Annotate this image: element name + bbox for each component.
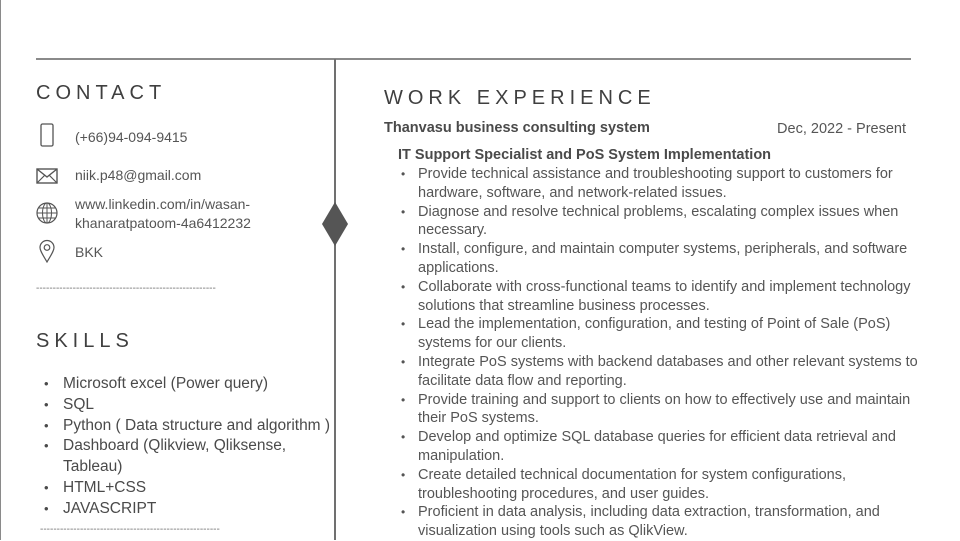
job-dates: Dec, 2022 - Present <box>777 121 906 137</box>
page-edge <box>0 0 1 540</box>
email-link[interactable]: niik.p48@gmail.com <box>75 167 202 183</box>
skill-item: • Python ( Data structure and algorithm ) <box>44 416 344 437</box>
contact-heading: CONTACT <box>36 82 167 104</box>
globe-icon <box>36 202 58 224</box>
duty-item: • Install, configure, and maintain computer systems, peripherals, and software applications. <box>400 240 920 278</box>
mail-icon <box>36 165 58 187</box>
contact-separator: ------------------------------------------------------ <box>36 283 216 294</box>
skill-item: • SQL <box>44 395 344 416</box>
phone-number: (+66)94-094-9415 <box>75 129 188 145</box>
location-pin-icon <box>36 240 58 262</box>
skills-list <box>44 374 344 520</box>
duty-item: • Collaborate with cross-functional teams to identify and implement technology solutions that streamline business processes. <box>400 278 920 316</box>
contact-linkedin <box>36 196 251 231</box>
contact-location <box>36 240 104 262</box>
contact-email <box>36 165 202 187</box>
duty-item: • Integrate PoS systems with backend databases and other relevant systems to facilitate data flow and reporting. <box>400 353 920 391</box>
job-duties-list <box>400 165 920 541</box>
linkedin-link[interactable] <box>75 195 251 233</box>
duty-item: • Provide technical assistance and troubleshooting support to customers for hardware, software, and network-related issues. <box>400 165 920 203</box>
contact-phone <box>36 124 188 146</box>
diamond-ornament-icon <box>322 202 348 246</box>
duty-item: • Lead the implementation, configuration, and testing of Point of Sale (PoS) systems for our clients. <box>400 315 920 353</box>
skills-heading: SKILLS <box>36 330 134 352</box>
duty-item: • Proficient in data analysis, including data extraction, transformation, and visualization using tools such as QlikView. <box>400 503 920 541</box>
skills-separator: ------------------------------------------------------ <box>40 524 220 535</box>
duty-item: • Provide training and support to clients on how to effectively use and maintain their PoS systems. <box>400 391 920 429</box>
phone-icon <box>36 124 58 146</box>
company-name: Thanvasu business consulting system <box>384 120 650 136</box>
skill-item: • Dashboard (Qlikview, Qliksense, Tableau) <box>44 436 313 478</box>
skill-item: • JAVASCRIPT <box>44 499 344 520</box>
duty-item: • Develop and optimize SQL database queries for efficient data retrieval and manipulation. <box>400 428 920 466</box>
linkedin-line-2: khanaratpatoom-4a6412232 <box>75 215 251 231</box>
duty-item: • Diagnose and resolve technical problems, escalating complex issues when necessary. <box>400 203 920 241</box>
duty-item: • Create detailed technical documentation for system configurations, troubleshooting procedures, and user guides. <box>400 466 920 504</box>
skill-item: • HTML+CSS <box>44 478 344 499</box>
linkedin-line-1: www.linkedin.com/in/wasan- <box>75 196 251 212</box>
top-rule <box>36 58 911 60</box>
job-role: IT Support Specialist and PoS System Implementation <box>398 147 772 163</box>
location-text: BKK <box>75 244 104 260</box>
work-experience-heading: WORK EXPERIENCE <box>384 87 656 109</box>
skill-item: • Microsoft excel (Power query) <box>44 374 344 395</box>
